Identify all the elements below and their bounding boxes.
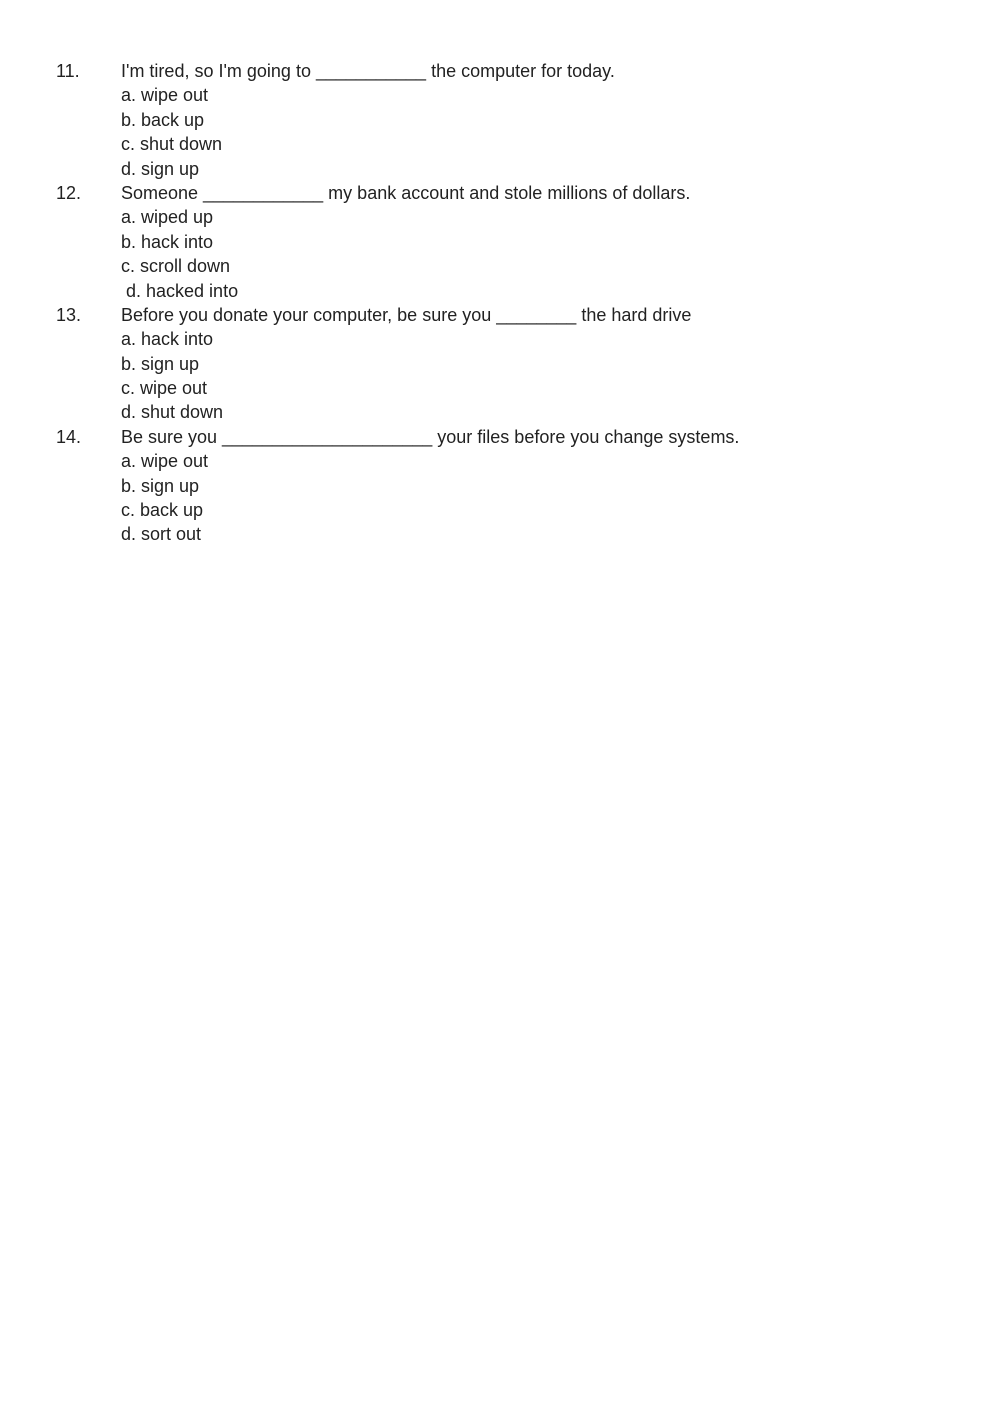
question-13	[56, 303, 956, 425]
question-text: Before you donate your computer, be sure you ________ the hard drive	[121, 304, 692, 325]
answer-option-b: b. sign up	[121, 475, 200, 496]
answer-option-c: c. wipe out	[121, 378, 208, 399]
answer-option-b: b. back up	[121, 109, 205, 130]
question-number: 12.	[56, 182, 82, 203]
question-number: 13.	[56, 304, 82, 325]
answer-option-a: a. wipe out	[121, 85, 209, 106]
question-stem	[56, 425, 956, 449]
question-stem	[56, 59, 956, 83]
question-stem	[56, 181, 956, 205]
answer-option-d: d. sort out	[121, 524, 202, 545]
answer-option-a: a. wipe out	[121, 451, 209, 472]
answer-option-a: a. hack into	[121, 329, 214, 350]
answer-option-c: c. scroll down	[121, 256, 231, 277]
question-stem	[56, 303, 956, 327]
question-text: Be sure you _____________________ your files before you change systems.	[121, 426, 740, 447]
question-number: 11.	[56, 61, 80, 81]
answer-option-a: a. wiped up	[121, 207, 214, 228]
question-11	[56, 59, 956, 181]
question-12	[56, 181, 956, 303]
answer-option-d: d. hacked into	[121, 280, 239, 301]
answer-option-d: d. shut down	[121, 402, 224, 423]
answer-option-b: b. hack into	[121, 231, 214, 252]
question-text: Someone ____________ my bank account and stole millions of dollars.	[121, 182, 691, 203]
question-number: 14.	[56, 426, 82, 447]
answer-option-b: b. sign up	[121, 353, 200, 374]
answer-option-d: d. sign up	[121, 158, 200, 179]
question-text: I'm tired, so I'm going to ___________ the computer for today.	[121, 61, 615, 81]
question-list	[56, 59, 956, 547]
answer-option-c: c. back up	[121, 500, 204, 521]
answer-option-c: c. shut down	[121, 134, 223, 155]
question-14	[56, 425, 956, 547]
